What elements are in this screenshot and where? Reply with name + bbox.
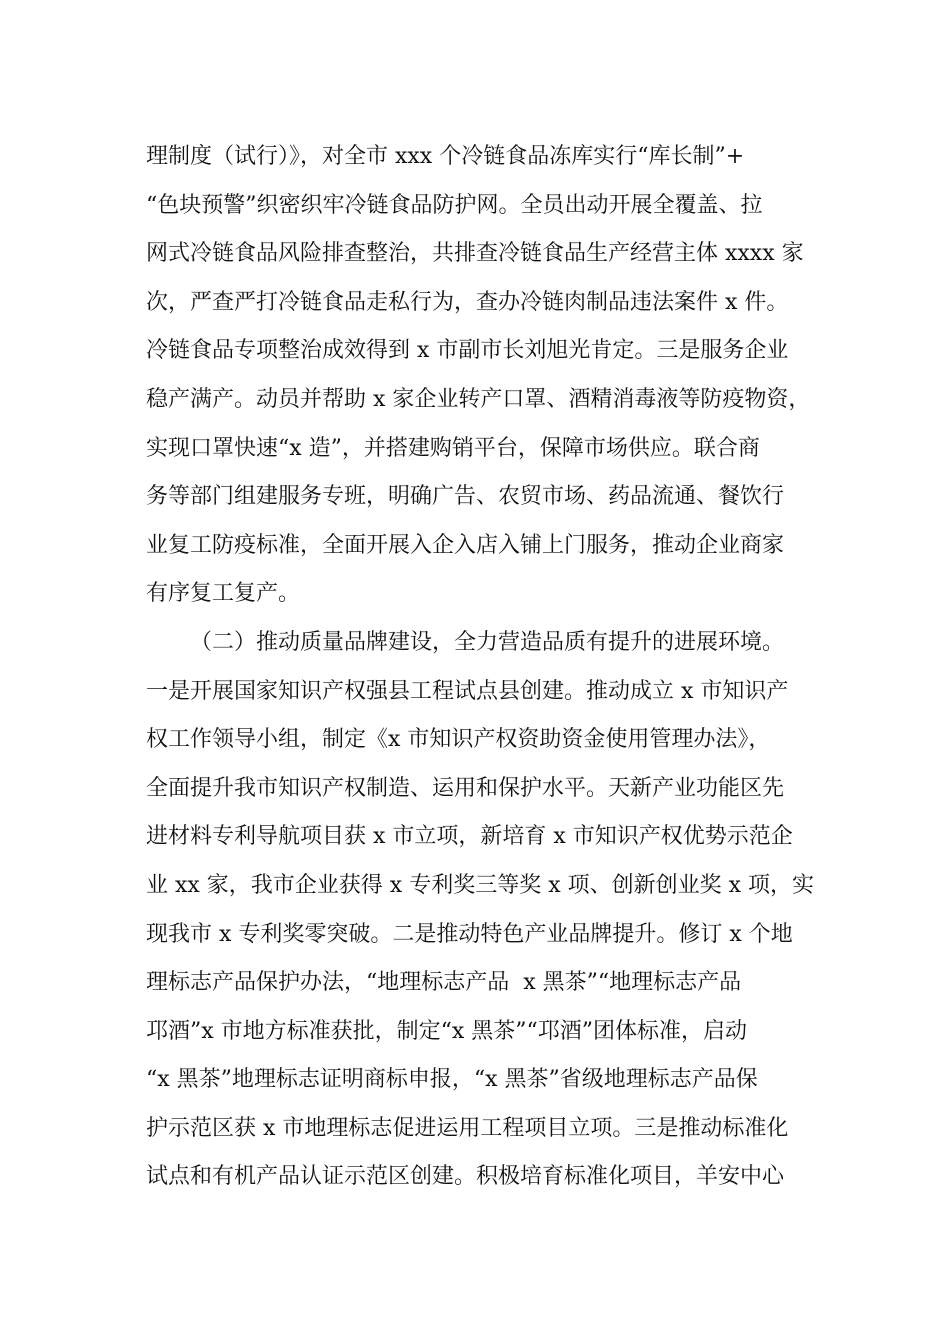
text-line: 进材料专利导航项目获 x 市立项，新培育 x 市知识产权优势示范企: [146, 824, 793, 850]
text-line: 一是开展国家知识产权强县工程试点县创建。推动成立 x 市知识产: [146, 678, 789, 704]
text-line: “x 黑茶”地理标志证明商标申报，“x 黑茶”省级地理标志产品保: [146, 1067, 758, 1093]
text-line: 试点和有机产品认证示范区创建。积极培育标准化项目，羊安中心: [146, 1164, 785, 1190]
text-line: 权工作领导小组，制定《x 市知识产权资助资金使用管理办法》，: [146, 727, 771, 753]
text-line: 网式冷链食品风险排查整治，共排查冷链食品生产经营主体 xxxx 家: [146, 241, 804, 267]
text-line: 实现口罩快速“x 造”，并搭建购销平台，保障市场供应。联合商: [146, 435, 760, 461]
text-line: 业复工防疫标准，全面开展入企入店入铺上门服务，推动企业商家: [146, 532, 785, 558]
text-line: 有序复工复产。: [146, 581, 301, 607]
text-line: 理标志产品保护办法，“地理标志产品 x 黑茶”“地理标志产品: [146, 970, 742, 996]
text-line: 全面提升我市知识产权制造、运用和保护水平。天新产业功能区先: [146, 775, 785, 801]
document-body: [146, 133, 826, 1202]
text-line: 护示范区获 x 市地理标志促进运用工程项目立项。三是推动标准化: [146, 1115, 789, 1141]
text-line: 业 xx 家，我市企业获得 x 专利奖三等奖 x 项、创新创业奖 x 项，实: [146, 872, 814, 898]
text-line: 理制度（试行）》，对全市 xxx 个冷链食品冻库实行“库长制”+: [146, 144, 745, 169]
text-line: 稳产满产。动员并帮助 x 家企业转产口罩、酒精消毒液等防疫物资，: [146, 386, 811, 412]
text-line: 冷链食品专项整治成效得到 x 市副市长刘旭光肯定。三是服务企业: [146, 338, 789, 364]
text-line: 邛酒”x 市地方标准获批，制定“x 黑茶”“邛酒”团体标准，启动: [146, 1018, 748, 1044]
section-heading-line: （二）推动质量品牌建设，全力营造品质有提升的进展环境。: [190, 629, 785, 655]
text-line: “色块预警”织密织牢冷链食品防护网。全员出动开展全覆盖、拉: [146, 192, 763, 218]
text-line: 次，严查严打冷链食品走私行为，查办冷链肉制品违法案件 x 件。: [146, 289, 789, 315]
text-line: 现我市 x 专利奖零突破。二是推动特色产业品牌提升。修订 x 个地: [146, 921, 793, 947]
text-line: 务等部门组建服务专班，明确广告、农贸市场、药品流通、餐饮行: [146, 484, 785, 510]
